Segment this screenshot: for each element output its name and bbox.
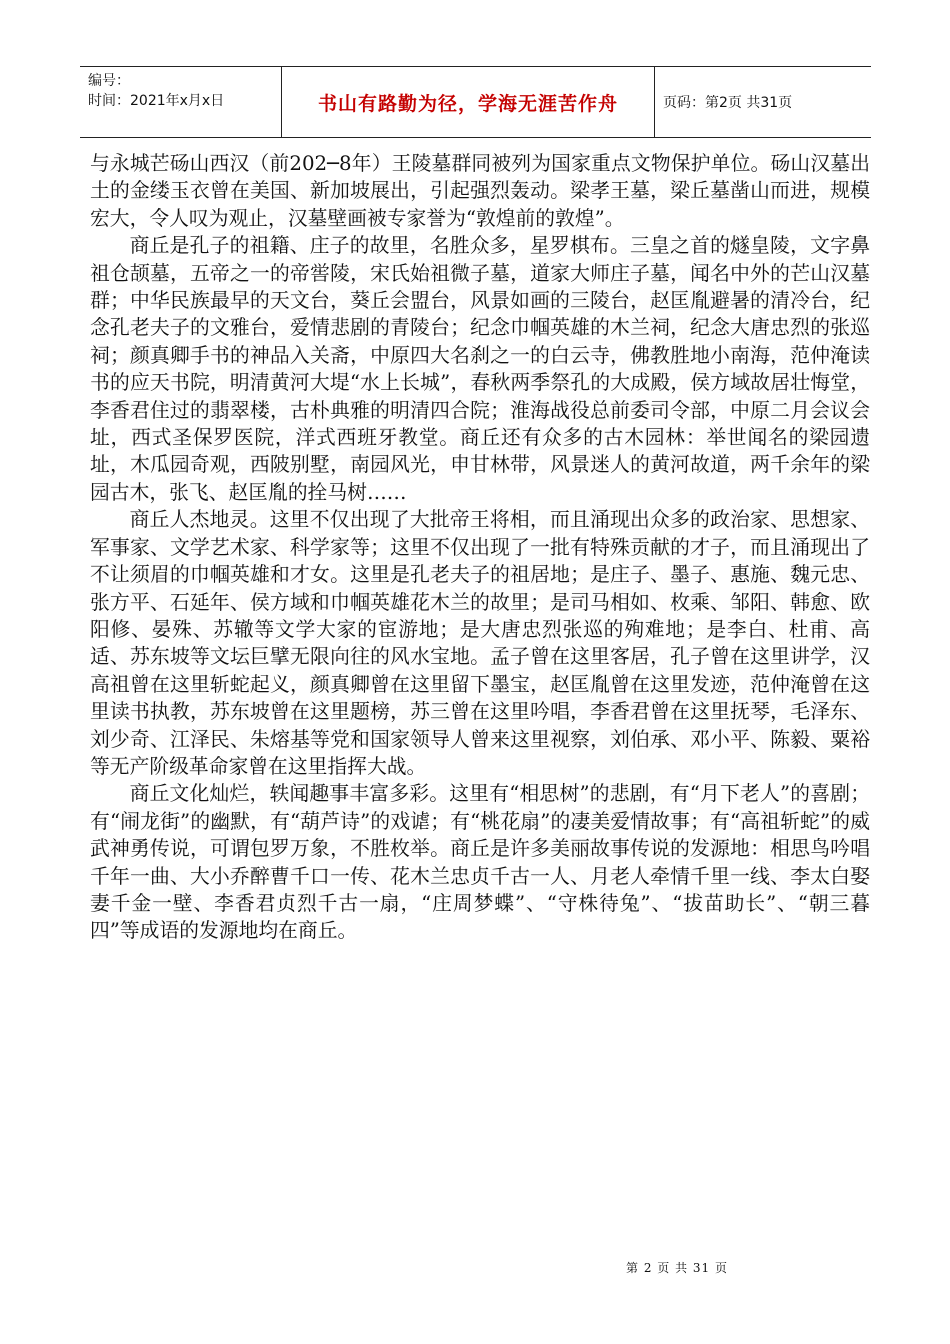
document-number-label: 编号： [88, 73, 130, 89]
header-meta [80, 67, 282, 137]
header-page-number: 页码：第2页 共31页 [663, 95, 793, 111]
paragraph: 商丘人杰地灵。这里不仅出现了大批帝王将相，而且涌现出众多的政治家、思想家、军事家、文学艺术家、科学家等；这里不仅出现了一批有特殊贡献的才子，而且涌现出了不让须眉的巾帼英雄和才女。这里是孔老夫子的祖居地；是庄子、墨子、惠施、魏元忠、张方平、石延年、侯方域和巾帼英雄花木兰的故里；是司马相如、枚乘、邹阳、韩愈、欧阳修、晏殊、苏辙等文学大家的宦游地；是大唐忠烈张巡的殉难地；是李白、杜甫、高适、苏东坡等文坛巨擘无限向往的风水宝地。孟子曾在这里客居，孔子曾在这里讲学，汉高祖曾在这里斩蛇起义，颜真卿曾在这里留下墨宝，赵匡胤曾在这里发迹，范仲淹曾在这里读书执教，苏东坡曾在这里题榜，苏三曾在这里吟唱，李香君曾在这里抚琴，毛泽东、刘少奇、江泽民、朱熔基等党和国家领导人曾来这里视察，刘伯承、邓小平、陈毅、粟裕等无产阶级革命家曾在这里指挥大战。 [90, 508, 870, 778]
paragraph: 商丘是孔子的祖籍、庄子的故里，名胜众多，星罗棋布。三皇之首的燧皇陵，文字鼻祖仓颉墓，五帝之一的帝喾陵，宋氏始祖微子墓，道家大师庄子墓，闻名中外的芒山汉墓群；中华民族最早的天文台，葵丘会盟台，风景如画的三陵台，赵匡胤避暑的清冷台，纪念孔老夫子的文雅台，爱情悲剧的青陵台；纪念巾帼英雄的木兰祠，纪念大唐忠烈的张巡祠；颜真卿手书的神品入关斋，中原四大名刹之一的白云寺，佛教胜地小南海，范仲淹读书的应天书院，明清黄河大堤“水上长城”，春秋两季祭孔的大成殿，侯方域故居壮悔堂，李香君住过的翡翠楼，古朴典雅的明清四合院；淮海战役总前委司令部，中原二月会议会址，西式圣保罗医院，洋式西班牙教堂。商丘还有众多的古木园林：举世闻名的梁园遗址，木瓜园奇观，西陂别墅，南园风光，申甘林带，风景迷人的黄河故道，两千余年的梁园古木，张飞、赵匡胤的拴马树…… [90, 234, 870, 504]
page-header [80, 66, 871, 138]
paragraph-continued: 与永城芒砀山西汉（前202─8年）王陵墓群同被列为国家重点文物保护单位。砀山汉墓出土的金缕玉衣曾在美国、新加坡展出，引起强烈轰动。梁孝王墓，梁丘墓凿山而进，规模宏大，令人叹为观止，汉墓壁画被专家誉为“敦煌前的敦煌”。 [90, 152, 870, 230]
header-motto: 书山有路勤为径，学海无涯苦作舟 [282, 67, 655, 137]
document-date-label: 时间：2021年x月x日 [88, 93, 225, 109]
paragraph: 商丘文化灿烂，轶闻趣事丰富多彩。这里有“相思树”的悲剧，有“月下老人”的喜剧；有“闹龙街”的幽默，有“葫芦诗”的戏谑；有“桃花扇”的凄美爱情故事；有“高祖斩蛇”的威武神勇传说，可谓包罗万象，不胜枚举。商丘是许多美丽故事传说的发源地：相思鸟吟唱千年一曲、大小乔醉曹千口一传、花木兰忠贞千古一人、月老人牵情千里一线、李太白娶妻千金一壁、李香君贞烈千古一扇，“庄周梦蝶”、“守株待兔”、“拔苗助长”、“朝三暮四”等成语的发源地均在商丘。 [90, 782, 870, 943]
document-body [90, 150, 870, 945]
page-footer: 第 2 页 共 31 页 [626, 1261, 728, 1275]
